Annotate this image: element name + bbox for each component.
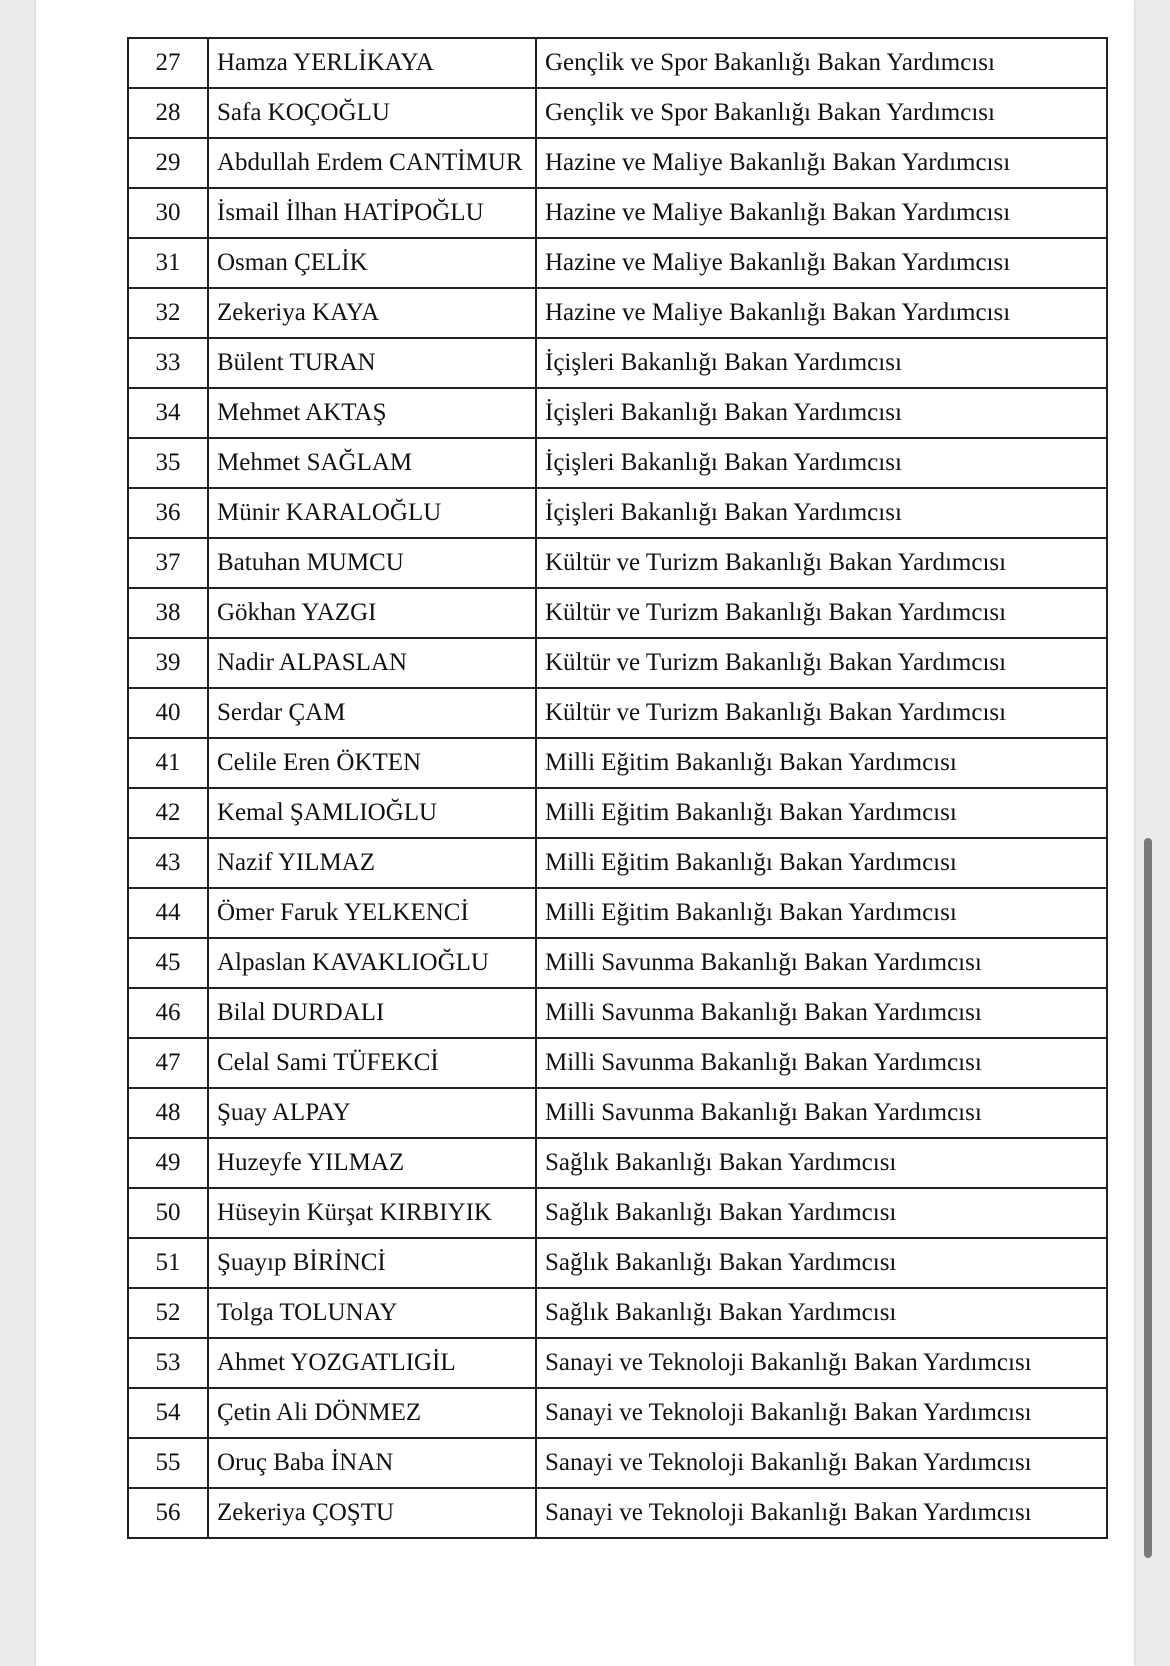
row-number: 49 xyxy=(128,1138,208,1188)
person-name: Münir KARALOĞLU xyxy=(208,488,536,538)
person-name: Mehmet SAĞLAM xyxy=(208,438,536,488)
person-name: Abdullah Erdem CANTİMUR xyxy=(208,138,536,188)
person-name: Celile Eren ÖKTEN xyxy=(208,738,536,788)
position-title: Hazine ve Maliye Bakanlığı Bakan Yardımcısı xyxy=(536,238,1107,288)
row-number: 27 xyxy=(128,38,208,88)
table-row xyxy=(128,538,1107,588)
position-title: Milli Savunma Bakanlığı Bakan Yardımcısı xyxy=(536,938,1107,988)
position-title: Sağlık Bakanlığı Bakan Yardımcısı xyxy=(536,1238,1107,1288)
person-name: Nazif YILMAZ xyxy=(208,838,536,888)
table-row xyxy=(128,288,1107,338)
person-name: Ömer Faruk YELKENCİ xyxy=(208,888,536,938)
vertical-scrollbar[interactable] xyxy=(1144,838,1152,1558)
person-name: Celal Sami TÜFEKCİ xyxy=(208,1038,536,1088)
table-row xyxy=(128,438,1107,488)
table-row xyxy=(128,888,1107,938)
position-title: Hazine ve Maliye Bakanlığı Bakan Yardımcısı xyxy=(536,138,1107,188)
table-row xyxy=(128,338,1107,388)
table-row xyxy=(128,988,1107,1038)
row-number: 42 xyxy=(128,788,208,838)
table-row xyxy=(128,1288,1107,1338)
table-row xyxy=(128,1138,1107,1188)
row-number: 52 xyxy=(128,1288,208,1338)
position-title: İçişleri Bakanlığı Bakan Yardımcısı xyxy=(536,388,1107,438)
row-number: 51 xyxy=(128,1238,208,1288)
person-name: Nadir ALPASLAN xyxy=(208,638,536,688)
table-row xyxy=(128,838,1107,888)
row-number: 28 xyxy=(128,88,208,138)
row-number: 56 xyxy=(128,1488,208,1538)
position-title: Milli Savunma Bakanlığı Bakan Yardımcısı xyxy=(536,988,1107,1038)
row-number: 38 xyxy=(128,588,208,638)
position-title: Sağlık Bakanlığı Bakan Yardımcısı xyxy=(536,1288,1107,1338)
position-title: Sanayi ve Teknoloji Bakanlığı Bakan Yardımcısı xyxy=(536,1488,1107,1538)
person-name: Zekeriya ÇOŞTU xyxy=(208,1488,536,1538)
table-row xyxy=(128,1488,1107,1538)
position-title: Sanayi ve Teknoloji Bakanlığı Bakan Yardımcısı xyxy=(536,1438,1107,1488)
table-row xyxy=(128,1188,1107,1238)
table-row xyxy=(128,488,1107,538)
table-row xyxy=(128,88,1107,138)
table-row xyxy=(128,588,1107,638)
table-row xyxy=(128,1238,1107,1288)
table-row xyxy=(128,388,1107,438)
row-number: 29 xyxy=(128,138,208,188)
position-title: Milli Eğitim Bakanlığı Bakan Yardımcısı xyxy=(536,788,1107,838)
row-number: 34 xyxy=(128,388,208,438)
position-title: Kültür ve Turizm Bakanlığı Bakan Yardımcısı xyxy=(536,688,1107,738)
person-name: İsmail İlhan HATİPOĞLU xyxy=(208,188,536,238)
table-row xyxy=(128,38,1107,88)
deputy-minister-table xyxy=(127,37,1108,1539)
position-title: Milli Savunma Bakanlığı Bakan Yardımcısı xyxy=(536,1088,1107,1138)
person-name: Bülent TURAN xyxy=(208,338,536,388)
position-title: Gençlik ve Spor Bakanlığı Bakan Yardımcısı xyxy=(536,38,1107,88)
row-number: 45 xyxy=(128,938,208,988)
row-number: 30 xyxy=(128,188,208,238)
row-number: 33 xyxy=(128,338,208,388)
person-name: Oruç Baba İNAN xyxy=(208,1438,536,1488)
row-number: 35 xyxy=(128,438,208,488)
table-row xyxy=(128,188,1107,238)
position-title: Milli Eğitim Bakanlığı Bakan Yardımcısı xyxy=(536,838,1107,888)
position-title: Sağlık Bakanlığı Bakan Yardımcısı xyxy=(536,1138,1107,1188)
position-title: İçişleri Bakanlığı Bakan Yardımcısı xyxy=(536,438,1107,488)
table-row xyxy=(128,1088,1107,1138)
person-name: Batuhan MUMCU xyxy=(208,538,536,588)
table-row xyxy=(128,138,1107,188)
row-number: 41 xyxy=(128,738,208,788)
person-name: Hamza YERLİKAYA xyxy=(208,38,536,88)
table-row xyxy=(128,1338,1107,1388)
position-title: Sanayi ve Teknoloji Bakanlığı Bakan Yardımcısı xyxy=(536,1388,1107,1438)
table-row xyxy=(128,938,1107,988)
person-name: Gökhan YAZGI xyxy=(208,588,536,638)
row-number: 40 xyxy=(128,688,208,738)
person-name: Kemal ŞAMLIOĞLU xyxy=(208,788,536,838)
table-row xyxy=(128,1038,1107,1088)
position-title: Kültür ve Turizm Bakanlığı Bakan Yardımcısı xyxy=(536,588,1107,638)
table-row xyxy=(128,738,1107,788)
person-name: Ahmet YOZGATLIGİL xyxy=(208,1338,536,1388)
position-title: İçişleri Bakanlığı Bakan Yardımcısı xyxy=(536,338,1107,388)
row-number: 32 xyxy=(128,288,208,338)
table-body xyxy=(128,38,1107,1538)
deputy-minister-table-wrapper xyxy=(127,37,1108,1539)
person-name: Zekeriya KAYA xyxy=(208,288,536,338)
row-number: 31 xyxy=(128,238,208,288)
document-page xyxy=(36,0,1134,1666)
person-name: Serdar ÇAM xyxy=(208,688,536,738)
position-title: Hazine ve Maliye Bakanlığı Bakan Yardımcısı xyxy=(536,188,1107,238)
table-row xyxy=(128,688,1107,738)
row-number: 50 xyxy=(128,1188,208,1238)
person-name: Mehmet AKTAŞ xyxy=(208,388,536,438)
row-number: 43 xyxy=(128,838,208,888)
person-name: Şuayıp BİRİNCİ xyxy=(208,1238,536,1288)
table-row xyxy=(128,788,1107,838)
position-title: Gençlik ve Spor Bakanlığı Bakan Yardımcısı xyxy=(536,88,1107,138)
position-title: Kültür ve Turizm Bakanlığı Bakan Yardımcısı xyxy=(536,638,1107,688)
position-title: Hazine ve Maliye Bakanlığı Bakan Yardımcısı xyxy=(536,288,1107,338)
person-name: Hüseyin Kürşat KIRBIYIK xyxy=(208,1188,536,1238)
position-title: Milli Eğitim Bakanlığı Bakan Yardımcısı xyxy=(536,888,1107,938)
row-number: 39 xyxy=(128,638,208,688)
person-name: Safa KOÇOĞLU xyxy=(208,88,536,138)
person-name: Çetin Ali DÖNMEZ xyxy=(208,1388,536,1438)
table-row xyxy=(128,1438,1107,1488)
row-number: 55 xyxy=(128,1438,208,1488)
table-row xyxy=(128,1388,1107,1438)
person-name: Osman ÇELİK xyxy=(208,238,536,288)
position-title: Milli Savunma Bakanlığı Bakan Yardımcısı xyxy=(536,1038,1107,1088)
position-title: İçişleri Bakanlığı Bakan Yardımcısı xyxy=(536,488,1107,538)
person-name: Huzeyfe YILMAZ xyxy=(208,1138,536,1188)
row-number: 48 xyxy=(128,1088,208,1138)
row-number: 54 xyxy=(128,1388,208,1438)
position-title: Kültür ve Turizm Bakanlığı Bakan Yardımcısı xyxy=(536,538,1107,588)
position-title: Sanayi ve Teknoloji Bakanlığı Bakan Yardımcısı xyxy=(536,1338,1107,1388)
row-number: 46 xyxy=(128,988,208,1038)
person-name: Bilal DURDALI xyxy=(208,988,536,1038)
position-title: Milli Eğitim Bakanlığı Bakan Yardımcısı xyxy=(536,738,1107,788)
row-number: 47 xyxy=(128,1038,208,1088)
person-name: Şuay ALPAY xyxy=(208,1088,536,1138)
row-number: 37 xyxy=(128,538,208,588)
person-name: Tolga TOLUNAY xyxy=(208,1288,536,1338)
row-number: 53 xyxy=(128,1338,208,1388)
table-row xyxy=(128,238,1107,288)
row-number: 36 xyxy=(128,488,208,538)
row-number: 44 xyxy=(128,888,208,938)
table-row xyxy=(128,638,1107,688)
position-title: Sağlık Bakanlığı Bakan Yardımcısı xyxy=(536,1188,1107,1238)
person-name: Alpaslan KAVAKLIOĞLU xyxy=(208,938,536,988)
